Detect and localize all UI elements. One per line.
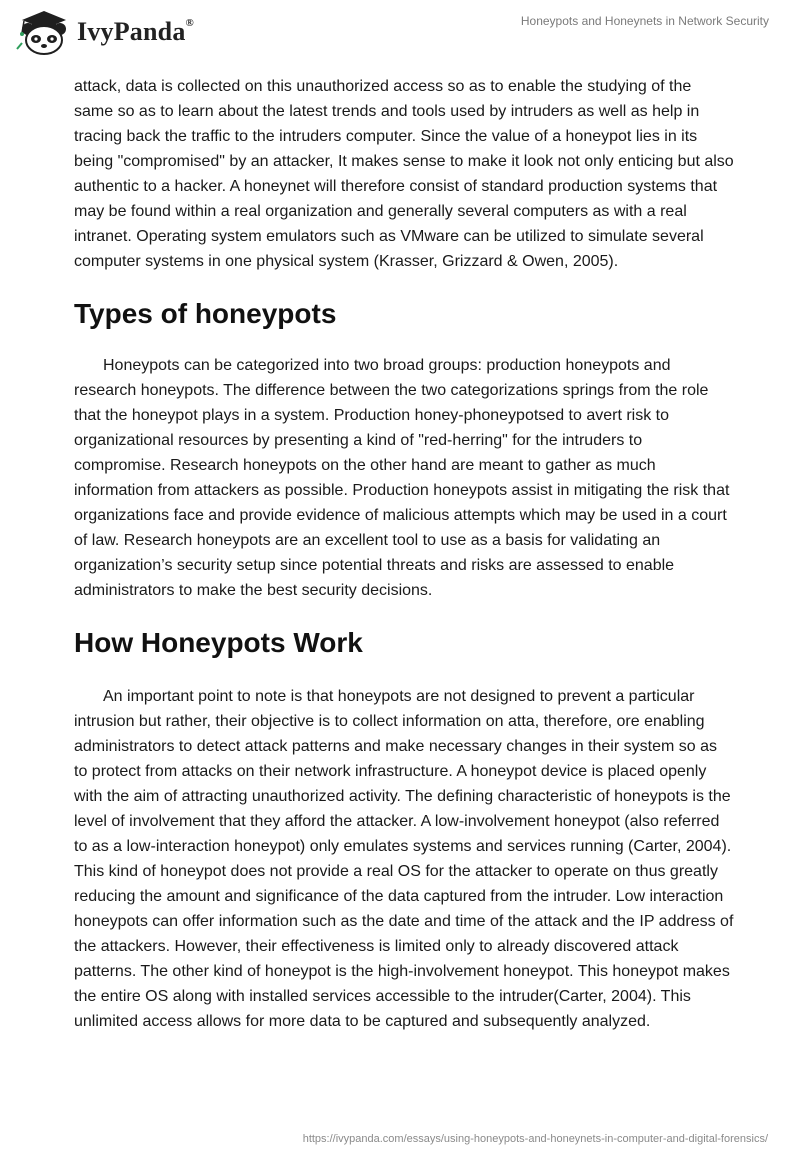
paragraph-how: An important point to note is that honeypots are not designed to prevent a particular intrusion but rather, their objective is to collect information on atta, therefore, ore enabling administrators to detect attack patterns and make necessary changes in their system so as to protect from attacks on their network infrastructure. A honeypot device is placed openly with the aim of attracting unauthorized activity. The defining characteristic of honeypots is the level of involvement that they afford the attacker. A low-involvement honeypot (also referred to as a low-interaction honeypot) only emulates systems and services running (Carter, 2004). This kind of honeypot does not provide a real OS for the attacker to operate on thus greatly reducing the amount and significance of the data captured from the intruder. Low interaction honeypots can offer information such as the date and time of the attack and the IP address of the attackers. However, their effectiveness is limited only to already discovered attack patterns. The other kind of honeypot is the high-involvement honeypot. This honeypot makes the entire OS along with installed services accessible to the intruder(Carter, 2004). This unlimited access allows for more data to be captured and subsequently analyzed. <box>74 688 734 1030</box>
page-header <box>0 0 800 70</box>
brand-name[interactable] <box>77 17 194 47</box>
heading-types-of-honeypots: Types of honeypots <box>74 298 337 329</box>
panda-logo-icon[interactable] <box>14 9 74 55</box>
source-url[interactable]: https://ivypanda.com/essays/using-honeypots-and-honeynets-in-computer-and-digital-forensics/ <box>302 1133 768 1145</box>
document-title: Honeypots and Honeynets in Network Security <box>520 14 769 28</box>
brand-text: IvyPanda <box>77 17 186 46</box>
paragraph-types: Honeypots can be categorized into two broad groups: production honeypots and research honeypots. The difference between the two categorizations springs from the role that the honeypot plays in a system. Production honey-phoneypotsed to avert risk to organizational resources by presenting a kind of "red-herring" for the intruders to compromise. Research honeypots on the other hand are meant to gather as much information from attackers as possible. Production honeypots assist in mitigating the risk that organizations face and provide evidence of malicious attempts which may be used in a court of law. Research honeypots are an excellent tool to use as a basis for validating an organization’s security setup since potential threats and risks are assessed to enable administrators to make the best security decisions. <box>74 357 730 599</box>
paragraph-intro: attack, data is collected on this unauthorized access so as to enable the studying of the same so as to learn about the latest trends and tools used by intruders as well as help in tracing back the traffic to the intruders computer. Since the value of a honeypot lies in its being "compromised" by an attacker, It makes sense to make it look not only enticing but also authentic to a hacker. A honeynet will therefore consist of standard production systems that may be found within a real organization and generally several computers as with a real intranet. Operating system emulators such as VMware can be utilized to simulate several computer systems in one physical system (Krasser, Grizzard & Owen, 2005). <box>74 78 734 270</box>
registered-mark: ® <box>185 17 194 30</box>
heading-how-honeypots-work: How Honeypots Work <box>74 627 363 658</box>
essay-content <box>74 74 734 1034</box>
